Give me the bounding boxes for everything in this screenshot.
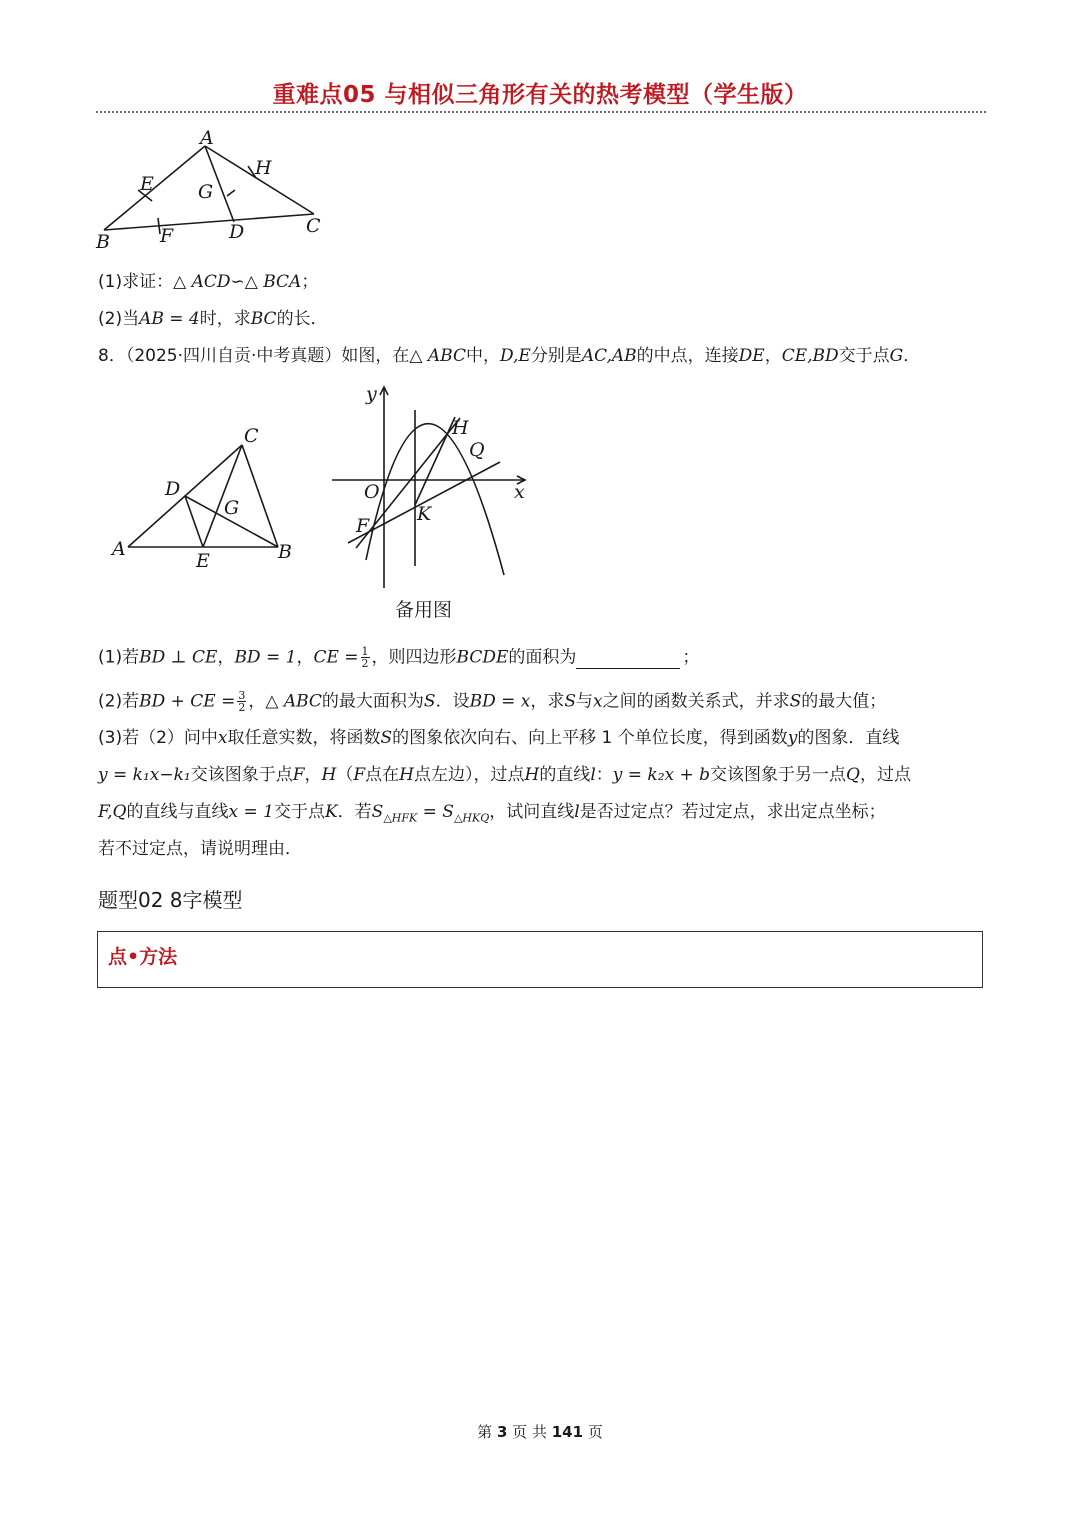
section-heading: 题型02 8字模型	[98, 888, 243, 912]
label-c2: C	[244, 425, 259, 447]
q7-part2: (2)当AB = 4时，求BC的长．	[98, 309, 328, 329]
figure-triangle-abc	[92, 128, 332, 254]
page-title: 重难点05 与相似三角形有关的热考模型（学生版）	[272, 82, 808, 108]
q8-part2: (2)若BD + CE = $\frac{3}{2}$ ，△ ABC的最大面积为S．设BD = x，求S与x之间的函数关系式，并求S的最大值；	[98, 689, 887, 714]
page-footer: 第 3 页 共 141 页	[477, 1423, 603, 1441]
label-a: A	[200, 128, 214, 149]
figure-parabola-graph	[328, 380, 538, 592]
segment-bc2	[242, 445, 278, 547]
q8-part3-line2: y = k₁x−k₁交该图象于点F，H（F点在H点左边），过点H的直线l：y = k₂x + b交该图象于另一点Q，过点	[98, 765, 911, 785]
label-g2: G	[224, 497, 240, 519]
label-y: y	[366, 383, 377, 405]
q8-part3-line4: 若不过定点，请说明理由．	[98, 839, 302, 859]
segment-ab	[104, 146, 205, 230]
fraction-three-halves: $\frac{3}{2}$	[238, 689, 246, 714]
tick-g	[227, 190, 235, 196]
label-b: B	[96, 231, 110, 253]
segment-bc	[104, 214, 314, 230]
segment-ce	[203, 445, 242, 547]
label-k: K	[417, 503, 432, 525]
label-a2: A	[112, 538, 126, 560]
label-c: C	[306, 215, 321, 237]
label-h: H	[255, 157, 272, 179]
q8-intro: 8．（2025·四川自贡·中考真题）如图，在△ ABC中，D,E分别是AC,AB的中点，连接DE，CE,BD交于点G．	[98, 346, 921, 366]
label-h3: H	[452, 417, 469, 439]
answer-blank	[576, 652, 680, 669]
label-g: G	[198, 181, 214, 203]
label-d2: D	[165, 478, 181, 500]
line-hk	[415, 417, 455, 505]
q7-part1: (1)求证：△ ACD∽△ BCA；	[98, 272, 319, 292]
label-d: D	[229, 221, 245, 243]
figure-caption: 备用图	[395, 599, 453, 621]
label-o: O	[364, 481, 380, 503]
method-label: 点•方法	[108, 946, 178, 968]
q8-part1: (1)若BD ⊥ CE，BD = 1，CE = $\frac{1}{2}$ ，则四边形BCDE的面积为 ；	[98, 645, 700, 670]
q8-part3-line1: (3)若（2）问中x取任意实数，将函数S的图象依次向右、向上平移 1 个单位长度，得到函数y的图象．直线	[98, 728, 900, 748]
header-divider	[96, 111, 986, 113]
label-q: Q	[469, 439, 485, 461]
label-b2: B	[278, 541, 292, 563]
label-f: F	[160, 225, 174, 247]
label-e2: E	[196, 550, 210, 572]
label-e: E	[140, 173, 154, 195]
method-box	[97, 931, 983, 988]
q8-part3-line3: F,Q的直线与直线x = 1交于点K．若$S_{\triangle HFK} = S_{\triangle HKQ}$，试问直线l是否过定点？若过定点，求出定点坐标；	[98, 802, 886, 825]
label-f3: F	[356, 515, 370, 537]
label-x: x	[514, 481, 525, 503]
figure-triangle-medians	[108, 420, 308, 575]
fraction-one-half: $\frac{1}{2}$	[361, 645, 369, 670]
